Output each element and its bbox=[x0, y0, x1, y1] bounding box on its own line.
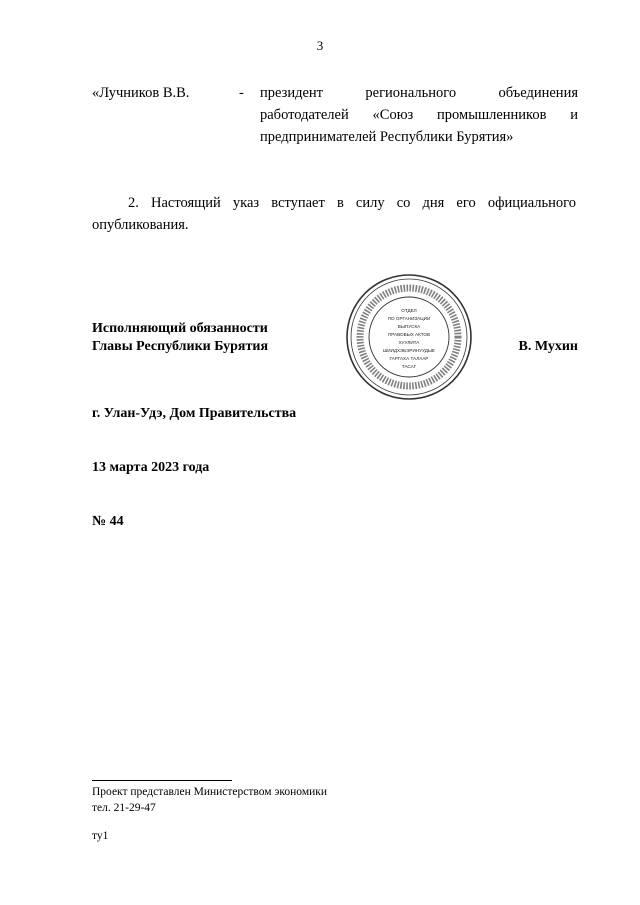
signatory-name: В. Мухин bbox=[518, 339, 578, 354]
seal-text-line: ТАСАГ bbox=[401, 364, 417, 369]
seal-text-line: ПРАВОВЫХ АКТОВ bbox=[387, 332, 431, 337]
seal-text-line: ВЫПУСКА bbox=[397, 324, 421, 329]
footnote-rule bbox=[92, 780, 232, 781]
signing-date: 13 марта 2023 года bbox=[92, 460, 210, 475]
signature-title bbox=[92, 320, 268, 356]
seal-text-line: ШИИДХЭБЭРИНУУДЫЕ bbox=[383, 348, 435, 353]
seal-text-line: ПО ОРГАНИЗАЦИИ bbox=[387, 316, 431, 321]
page-number: 3 bbox=[316, 38, 324, 53]
member-role: президент регионального объединения работодателей «Союз промышленников и предпринимателей Республики Бурятия» bbox=[260, 85, 578, 145]
footnote-line1: Проект представлен Министерством экономики bbox=[92, 786, 328, 798]
signature-title-line1: Исполняющий обязанности bbox=[92, 321, 268, 336]
official-seal bbox=[344, 272, 474, 402]
seal-text-line: ХУУЛИТА bbox=[398, 340, 420, 345]
footnote bbox=[92, 784, 327, 816]
signing-place: г. Улан-Удэ, Дом Правительства bbox=[92, 406, 297, 421]
signature-title-line2: Главы Республики Бурятия bbox=[92, 339, 269, 354]
seal-text-line: ОТДЕЛ bbox=[401, 308, 417, 313]
seal-text-line: ГАРГАХА ТАЛААР bbox=[389, 356, 429, 361]
document-tag: ту1 bbox=[92, 830, 109, 842]
decree-paragraph-2: 2. Настоящий указ вступает в силу со дня его официального опубликования. bbox=[92, 195, 576, 233]
member-dash: - bbox=[239, 85, 244, 101]
footnote-line2: тел. 21-29-47 bbox=[92, 802, 156, 814]
member-name: «Лучников В.В. bbox=[92, 85, 190, 101]
decree-number: № 44 bbox=[92, 514, 124, 529]
